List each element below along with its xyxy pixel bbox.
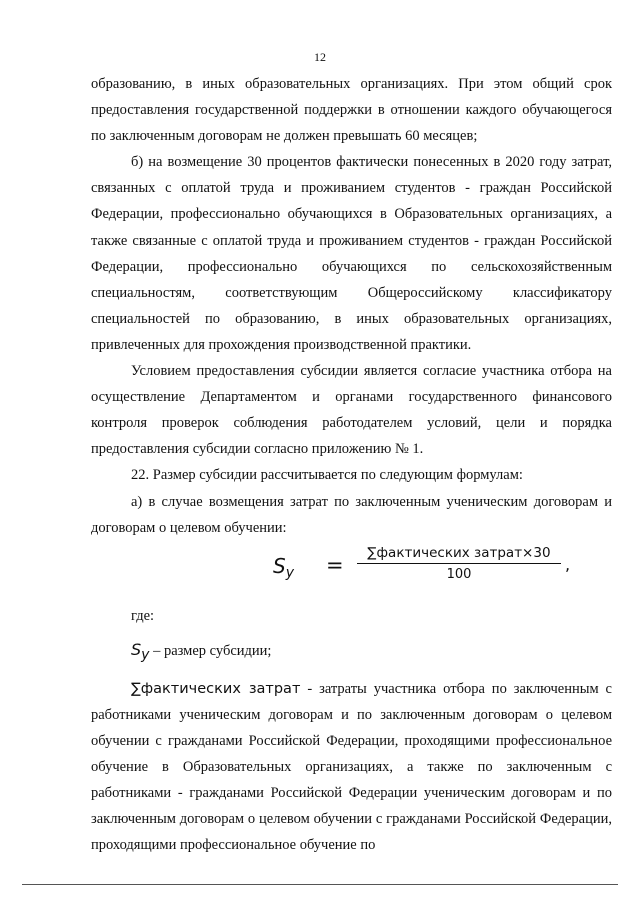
subsidy-formula xyxy=(91,541,612,603)
where-label: где: xyxy=(131,607,155,624)
paragraph-item-b: б) на возмещение 30 процентов фактически понесенных в 2020 году затрат, связанных с оплатой труда и проживанием студентов - граждан Российской Федерации, профессионально обучающихся в Образовательных организациях, а также связанные с оплатой труда и проживанием студентов - граждан Российской Федерации, профессионально обучающихся по сельскохозяйственным специальностям, соответствующим Общероссийскому классификатору специальностей по образованию, в иных образовательных организациях, привлеченных для прохождения производственной практики. xyxy=(91,154,612,353)
definition-sy: $S_y$ – размер субсидии; xyxy=(131,639,272,663)
definition-sum: ∑фактических затрат - затраты участника отбора по заключенным с работниками ученическим договорам и по заключенным договорам о целевом обучении с гражданами Российской Федерации, проходящими профессиональное обучение в Образовательных организациях, а также по заключенным с работниками - гражданами Российской Федерации ученическим договорам и по заключенным договорам о целевом обучении с гражданами Российской Федерации, проходящими профессиональное обучение по xyxy=(91,680,612,854)
formula-numerator: ∑фактических затрат×30 xyxy=(357,545,561,564)
sum-term: ∑фактических затрат xyxy=(131,680,301,697)
formula-lhs: $S_y$ xyxy=(273,553,294,581)
paragraph-22-heading: 22. Размер субсидии рассчитывается по следующим формулам: xyxy=(131,467,523,484)
paragraph-item-a: а) в случае возмещения затрат по заключенным ученическим договорам и договорам о целевом обучении: xyxy=(91,493,612,536)
document-body xyxy=(91,71,612,859)
formula-equals: = xyxy=(326,552,344,577)
sy-symbol: $S_y$ xyxy=(131,639,150,663)
formula-fraction xyxy=(357,545,561,582)
scan-edge-line xyxy=(22,884,618,885)
page-number: 12 xyxy=(314,50,326,64)
formula-denominator: 100 xyxy=(446,566,472,582)
paragraph-continuation: образованию, в иных образовательных организациях. При этом общий срок предоставления государственной поддержки в отношении каждого обучающегося по заключенным договорам не должен превышать 60 месяцев; xyxy=(91,76,612,145)
paragraph-condition: Условием предоставления субсидии является согласие участника отбора на осуществление Департаментом и органами государственного финансового контроля проверок соблюдения работодателем условий, цели и порядка предоставления субсидии согласно приложению № 1. xyxy=(91,363,612,458)
formula-comma: , xyxy=(565,554,571,574)
